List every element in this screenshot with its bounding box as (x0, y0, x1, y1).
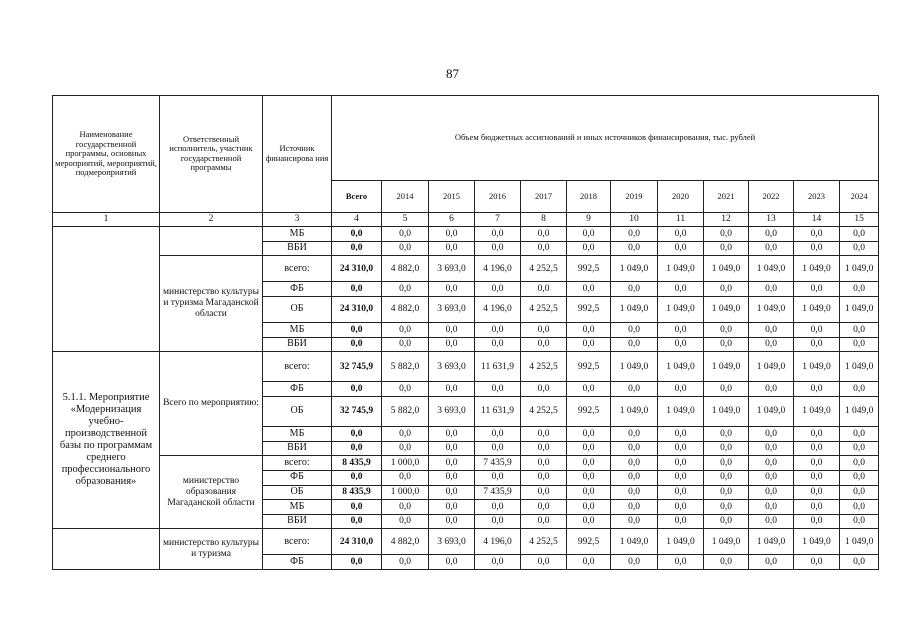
year-value-cell: 0,0 (749, 441, 794, 456)
table-row (53, 256, 879, 282)
year-value-cell: 5 882,0 (382, 352, 429, 382)
column-number: 7 (475, 212, 521, 227)
year-value-cell: 0,0 (658, 241, 704, 256)
column-number: 12 (704, 212, 749, 227)
year-value-cell: 1 049,0 (749, 256, 794, 282)
year-value-cell: 0,0 (840, 337, 879, 352)
source-cell: МБ (263, 427, 332, 442)
header-executor: Ответственный исполнитель, участник государственной программы (160, 96, 263, 213)
year-value-cell: 0,0 (749, 456, 794, 471)
year-value-cell: 0,0 (382, 382, 429, 397)
year-value-cell: 3 693,0 (429, 529, 475, 555)
year-value-cell: 0,0 (794, 282, 840, 297)
year-value-cell: 0,0 (840, 241, 879, 256)
year-value-cell: 5 882,0 (382, 396, 429, 426)
year-value-cell: 0,0 (704, 427, 749, 442)
year-value-cell: 0,0 (475, 227, 521, 242)
year-value-cell: 1 049,0 (840, 396, 879, 426)
year-value-cell: 0,0 (611, 323, 658, 338)
year-value-cell: 0,0 (658, 337, 704, 352)
year-value-cell: 0,0 (521, 323, 567, 338)
total-cell: 0,0 (332, 514, 382, 529)
year-value-cell: 0,0 (749, 282, 794, 297)
year-value-cell: 0,0 (521, 227, 567, 242)
header-volume: Объем бюджетных ассигнований и иных источников финансирования, тыс. рублей (332, 96, 879, 181)
column-number: 13 (749, 212, 794, 227)
year-value-cell: 0,0 (611, 337, 658, 352)
year-value-cell: 0,0 (567, 323, 611, 338)
year-value-cell: 0,0 (429, 555, 475, 570)
year-value-cell: 1 049,0 (704, 529, 749, 555)
year-value-cell: 0,0 (567, 514, 611, 529)
source-cell: ОБ (263, 485, 332, 500)
header-year: 2015 (429, 181, 475, 212)
year-value-cell: 4 252,5 (521, 529, 567, 555)
table-row (53, 352, 879, 382)
year-value-cell: 0,0 (429, 470, 475, 485)
year-value-cell: 0,0 (749, 555, 794, 570)
year-value-cell: 1 049,0 (704, 256, 749, 282)
year-value-cell: 0,0 (840, 485, 879, 500)
year-value-cell: 1 049,0 (658, 396, 704, 426)
year-value-cell: 0,0 (429, 323, 475, 338)
year-value-cell: 0,0 (567, 282, 611, 297)
total-cell: 0,0 (332, 282, 382, 297)
year-value-cell: 0,0 (567, 427, 611, 442)
year-value-cell: 0,0 (521, 382, 567, 397)
year-value-cell: 992,5 (567, 256, 611, 282)
year-value-cell: 1 049,0 (840, 297, 879, 323)
year-value-cell: 0,0 (658, 427, 704, 442)
year-value-cell: 0,0 (658, 555, 704, 570)
year-value-cell: 0,0 (840, 382, 879, 397)
year-value-cell: 0,0 (749, 323, 794, 338)
year-value-cell: 0,0 (611, 470, 658, 485)
source-cell: МБ (263, 323, 332, 338)
year-value-cell: 0,0 (840, 282, 879, 297)
year-value-cell: 0,0 (611, 500, 658, 515)
table-row (53, 227, 879, 242)
header-year: 2022 (749, 181, 794, 212)
year-value-cell: 0,0 (475, 323, 521, 338)
source-cell: ВБИ (263, 514, 332, 529)
year-value-cell: 1 049,0 (658, 256, 704, 282)
total-cell: 0,0 (332, 470, 382, 485)
year-value-cell: 1 049,0 (611, 396, 658, 426)
year-value-cell: 1 049,0 (794, 256, 840, 282)
year-value-cell: 0,0 (840, 227, 879, 242)
year-value-cell: 1 049,0 (658, 352, 704, 382)
total-cell: 0,0 (332, 323, 382, 338)
year-value-cell: 0,0 (382, 500, 429, 515)
year-value-cell: 1 049,0 (840, 529, 879, 555)
year-value-cell: 0,0 (658, 470, 704, 485)
column-number: 15 (840, 212, 879, 227)
year-value-cell: 11 631,9 (475, 352, 521, 382)
year-value-cell: 0,0 (704, 282, 749, 297)
year-value-cell: 0,0 (475, 241, 521, 256)
year-value-cell: 1 049,0 (611, 256, 658, 282)
year-value-cell: 0,0 (658, 485, 704, 500)
year-value-cell: 0,0 (749, 337, 794, 352)
year-value-cell: 4 252,5 (521, 352, 567, 382)
year-value-cell: 0,0 (840, 441, 879, 456)
year-value-cell: 0,0 (429, 382, 475, 397)
column-number: 10 (611, 212, 658, 227)
year-value-cell: 0,0 (794, 514, 840, 529)
year-value-cell: 0,0 (611, 282, 658, 297)
year-value-cell: 0,0 (794, 441, 840, 456)
source-cell: ОБ (263, 297, 332, 323)
year-value-cell: 0,0 (429, 427, 475, 442)
executor-culture-ministry: министерство культуры и туризма Магаданской области (160, 256, 263, 352)
year-value-cell: 0,0 (567, 470, 611, 485)
year-value-cell: 0,0 (704, 555, 749, 570)
year-value-cell: 0,0 (840, 456, 879, 471)
year-value-cell: 0,0 (521, 514, 567, 529)
table-row (53, 529, 879, 555)
year-value-cell: 0,0 (840, 323, 879, 338)
year-value-cell: 0,0 (749, 241, 794, 256)
year-value-cell: 0,0 (382, 514, 429, 529)
year-value-cell: 0,0 (429, 514, 475, 529)
column-number: 11 (658, 212, 704, 227)
total-cell: 0,0 (332, 382, 382, 397)
year-value-cell: 0,0 (475, 382, 521, 397)
column-number: 8 (521, 212, 567, 227)
year-value-cell: 0,0 (521, 456, 567, 471)
total-cell: 8 435,9 (332, 456, 382, 471)
year-value-cell: 1 049,0 (658, 529, 704, 555)
year-value-cell: 1 049,0 (749, 396, 794, 426)
year-value-cell: 0,0 (840, 514, 879, 529)
year-value-cell: 0,0 (749, 382, 794, 397)
year-value-cell: 1 000,0 (382, 456, 429, 471)
year-value-cell: 0,0 (475, 337, 521, 352)
header-source: Источник финансирова ния (263, 96, 332, 213)
year-value-cell: 0,0 (567, 441, 611, 456)
year-value-cell: 0,0 (704, 241, 749, 256)
total-cell: 32 745,9 (332, 396, 382, 426)
source-cell: всего: (263, 456, 332, 471)
total-cell: 24 310,0 (332, 297, 382, 323)
year-value-cell: 1 049,0 (611, 297, 658, 323)
year-value-cell: 0,0 (749, 485, 794, 500)
year-value-cell: 0,0 (704, 514, 749, 529)
year-value-cell: 1 049,0 (749, 297, 794, 323)
total-cell: 8 435,9 (332, 485, 382, 500)
year-value-cell: 11 631,9 (475, 396, 521, 426)
year-value-cell: 0,0 (567, 337, 611, 352)
total-cell: 0,0 (332, 427, 382, 442)
executor-culture-ministry-partial: министерство культуры и туризма (160, 529, 263, 570)
source-cell: ФБ (263, 382, 332, 397)
source-cell: ФБ (263, 470, 332, 485)
year-value-cell: 1 049,0 (794, 352, 840, 382)
year-value-cell: 0,0 (704, 337, 749, 352)
year-value-cell: 0,0 (794, 470, 840, 485)
source-cell: ВБИ (263, 241, 332, 256)
column-number: 14 (794, 212, 840, 227)
year-value-cell: 0,0 (475, 514, 521, 529)
year-value-cell: 7 435,9 (475, 456, 521, 471)
total-cell: 0,0 (332, 500, 382, 515)
year-value-cell: 0,0 (521, 485, 567, 500)
year-value-cell: 1 000,0 (382, 485, 429, 500)
header-year: 2016 (475, 181, 521, 212)
header-year: 2017 (521, 181, 567, 212)
year-value-cell: 0,0 (382, 282, 429, 297)
year-value-cell: 3 693,0 (429, 396, 475, 426)
year-value-cell: 0,0 (521, 241, 567, 256)
year-value-cell: 992,5 (567, 396, 611, 426)
year-value-cell: 4 882,0 (382, 297, 429, 323)
year-value-cell: 0,0 (611, 514, 658, 529)
year-value-cell: 0,0 (567, 227, 611, 242)
year-value-cell: 0,0 (749, 470, 794, 485)
executor-cell-empty (160, 227, 263, 256)
year-value-cell: 3 693,0 (429, 297, 475, 323)
year-value-cell: 0,0 (658, 323, 704, 338)
year-value-cell: 0,0 (704, 441, 749, 456)
year-value-cell: 1 049,0 (794, 396, 840, 426)
year-value-cell: 0,0 (704, 227, 749, 242)
year-value-cell: 0,0 (749, 227, 794, 242)
page-number: 87 (446, 66, 459, 81)
year-value-cell: 0,0 (658, 456, 704, 471)
year-value-cell: 0,0 (567, 485, 611, 500)
source-cell: всего: (263, 256, 332, 282)
source-cell: ОБ (263, 396, 332, 426)
year-value-cell: 0,0 (429, 282, 475, 297)
year-value-cell: 0,0 (521, 500, 567, 515)
year-value-cell: 0,0 (611, 441, 658, 456)
year-value-cell: 0,0 (567, 456, 611, 471)
year-value-cell: 0,0 (794, 227, 840, 242)
total-cell: 32 745,9 (332, 352, 382, 382)
year-value-cell: 0,0 (521, 282, 567, 297)
year-value-cell: 0,0 (658, 500, 704, 515)
year-value-cell: 4 252,5 (521, 396, 567, 426)
year-value-cell: 0,0 (382, 441, 429, 456)
year-value-cell: 0,0 (475, 555, 521, 570)
financing-table (52, 95, 879, 570)
name-cell-empty (53, 227, 160, 352)
table-row (53, 456, 879, 471)
year-value-cell: 0,0 (749, 427, 794, 442)
header-year: 2024 (840, 181, 879, 212)
header-year: 2021 (704, 181, 749, 212)
year-value-cell: 0,0 (521, 555, 567, 570)
header-year: 2019 (611, 181, 658, 212)
year-value-cell: 0,0 (382, 323, 429, 338)
year-value-cell: 0,0 (567, 241, 611, 256)
total-cell: 24 310,0 (332, 529, 382, 555)
year-value-cell: 0,0 (704, 323, 749, 338)
year-value-cell: 0,0 (521, 337, 567, 352)
year-value-cell: 4 882,0 (382, 529, 429, 555)
year-value-cell: 0,0 (704, 382, 749, 397)
year-value-cell: 3 693,0 (429, 256, 475, 282)
total-cell: 0,0 (332, 227, 382, 242)
year-value-cell: 992,5 (567, 297, 611, 323)
year-value-cell: 1 049,0 (658, 297, 704, 323)
year-value-cell: 0,0 (429, 227, 475, 242)
year-value-cell: 0,0 (658, 227, 704, 242)
year-value-cell: 4 196,0 (475, 256, 521, 282)
column-number: 2 (160, 212, 263, 227)
source-cell: ФБ (263, 555, 332, 570)
year-value-cell: 0,0 (658, 514, 704, 529)
year-value-cell: 0,0 (429, 337, 475, 352)
source-cell: ФБ (263, 282, 332, 297)
year-value-cell: 4 252,5 (521, 256, 567, 282)
year-value-cell: 0,0 (840, 555, 879, 570)
year-value-cell: 0,0 (794, 555, 840, 570)
year-value-cell: 1 049,0 (794, 297, 840, 323)
year-value-cell: 0,0 (704, 485, 749, 500)
year-value-cell: 0,0 (611, 227, 658, 242)
year-value-cell: 0,0 (521, 427, 567, 442)
year-value-cell: 0,0 (794, 241, 840, 256)
year-value-cell: 0,0 (611, 555, 658, 570)
executor-total: Всего по мероприятию: (160, 352, 263, 456)
year-value-cell: 0,0 (794, 337, 840, 352)
year-value-cell: 0,0 (567, 500, 611, 515)
year-value-cell: 0,0 (658, 382, 704, 397)
year-value-cell: 0,0 (794, 500, 840, 515)
source-cell: МБ (263, 227, 332, 242)
year-value-cell: 1 049,0 (704, 396, 749, 426)
year-value-cell: 1 049,0 (749, 352, 794, 382)
year-value-cell: 0,0 (749, 514, 794, 529)
year-value-cell: 0,0 (429, 441, 475, 456)
total-cell: 0,0 (332, 337, 382, 352)
year-value-cell: 992,5 (567, 352, 611, 382)
year-value-cell: 0,0 (382, 470, 429, 485)
year-value-cell: 0,0 (611, 241, 658, 256)
year-value-cell: 0,0 (611, 427, 658, 442)
header-name: Наименование государственной программы, основных мероприятий, мероприятий, подмероприятий (53, 96, 160, 213)
year-value-cell: 0,0 (475, 441, 521, 456)
column-number: 1 (53, 212, 160, 227)
source-cell: ВБИ (263, 337, 332, 352)
header-year: Всего (332, 181, 382, 212)
column-number: 6 (429, 212, 475, 227)
header-year: 2020 (658, 181, 704, 212)
year-value-cell: 0,0 (382, 555, 429, 570)
year-value-cell: 0,0 (475, 427, 521, 442)
year-value-cell: 0,0 (794, 382, 840, 397)
year-value-cell: 0,0 (840, 427, 879, 442)
year-value-cell: 0,0 (794, 323, 840, 338)
year-value-cell: 0,0 (749, 500, 794, 515)
year-value-cell: 0,0 (429, 500, 475, 515)
header-year: 2014 (382, 181, 429, 212)
column-number: 9 (567, 212, 611, 227)
source-cell: всего: (263, 529, 332, 555)
total-cell: 0,0 (332, 241, 382, 256)
year-value-cell: 4 882,0 (382, 256, 429, 282)
year-value-cell: 0,0 (429, 485, 475, 500)
year-value-cell: 0,0 (567, 555, 611, 570)
year-value-cell: 0,0 (794, 427, 840, 442)
year-value-cell: 0,0 (382, 427, 429, 442)
column-number: 5 (382, 212, 429, 227)
year-value-cell: 1 049,0 (749, 529, 794, 555)
year-value-cell: 0,0 (429, 456, 475, 471)
year-value-cell: 0,0 (704, 500, 749, 515)
year-value-cell: 1 049,0 (794, 529, 840, 555)
year-value-cell: 1 049,0 (611, 529, 658, 555)
total-cell: 0,0 (332, 441, 382, 456)
column-number: 4 (332, 212, 382, 227)
column-number: 3 (263, 212, 332, 227)
year-value-cell: 0,0 (429, 241, 475, 256)
executor-education-ministry: министерство образования Магаданской области (160, 456, 263, 529)
source-cell: МБ (263, 500, 332, 515)
year-value-cell: 0,0 (704, 456, 749, 471)
year-value-cell: 1 049,0 (611, 352, 658, 382)
source-cell: всего: (263, 352, 332, 382)
name-cell-empty (53, 529, 160, 570)
year-value-cell: 0,0 (840, 500, 879, 515)
year-value-cell: 3 693,0 (429, 352, 475, 382)
year-value-cell: 4 196,0 (475, 529, 521, 555)
total-cell: 24 310,0 (332, 256, 382, 282)
year-value-cell: 1 049,0 (704, 352, 749, 382)
year-value-cell: 0,0 (475, 282, 521, 297)
year-value-cell: 0,0 (611, 456, 658, 471)
year-value-cell: 0,0 (611, 382, 658, 397)
source-cell: ВБИ (263, 441, 332, 456)
year-value-cell: 0,0 (521, 470, 567, 485)
year-value-cell: 1 049,0 (840, 352, 879, 382)
year-value-cell: 0,0 (521, 441, 567, 456)
year-value-cell: 1 049,0 (840, 256, 879, 282)
year-value-cell: 0,0 (567, 382, 611, 397)
year-value-cell: 0,0 (475, 470, 521, 485)
year-value-cell: 0,0 (794, 456, 840, 471)
header-year: 2018 (567, 181, 611, 212)
year-value-cell: 0,0 (794, 485, 840, 500)
measure-title: 5.1.1. Мероприятие «Модернизация учебно-производственной базы по программам среднего профессионального образования» (53, 352, 160, 529)
year-value-cell: 0,0 (611, 485, 658, 500)
year-value-cell: 1 049,0 (704, 297, 749, 323)
year-value-cell: 4 196,0 (475, 297, 521, 323)
year-value-cell: 7 435,9 (475, 485, 521, 500)
year-value-cell: 0,0 (704, 470, 749, 485)
year-value-cell: 0,0 (382, 337, 429, 352)
year-value-cell: 0,0 (382, 241, 429, 256)
total-cell: 0,0 (332, 555, 382, 570)
year-value-cell: 0,0 (840, 470, 879, 485)
year-value-cell: 0,0 (658, 282, 704, 297)
header-year: 2023 (794, 181, 840, 212)
year-value-cell: 0,0 (382, 227, 429, 242)
year-value-cell: 4 252,5 (521, 297, 567, 323)
year-value-cell: 0,0 (658, 441, 704, 456)
year-value-cell: 0,0 (475, 500, 521, 515)
year-value-cell: 992,5 (567, 529, 611, 555)
